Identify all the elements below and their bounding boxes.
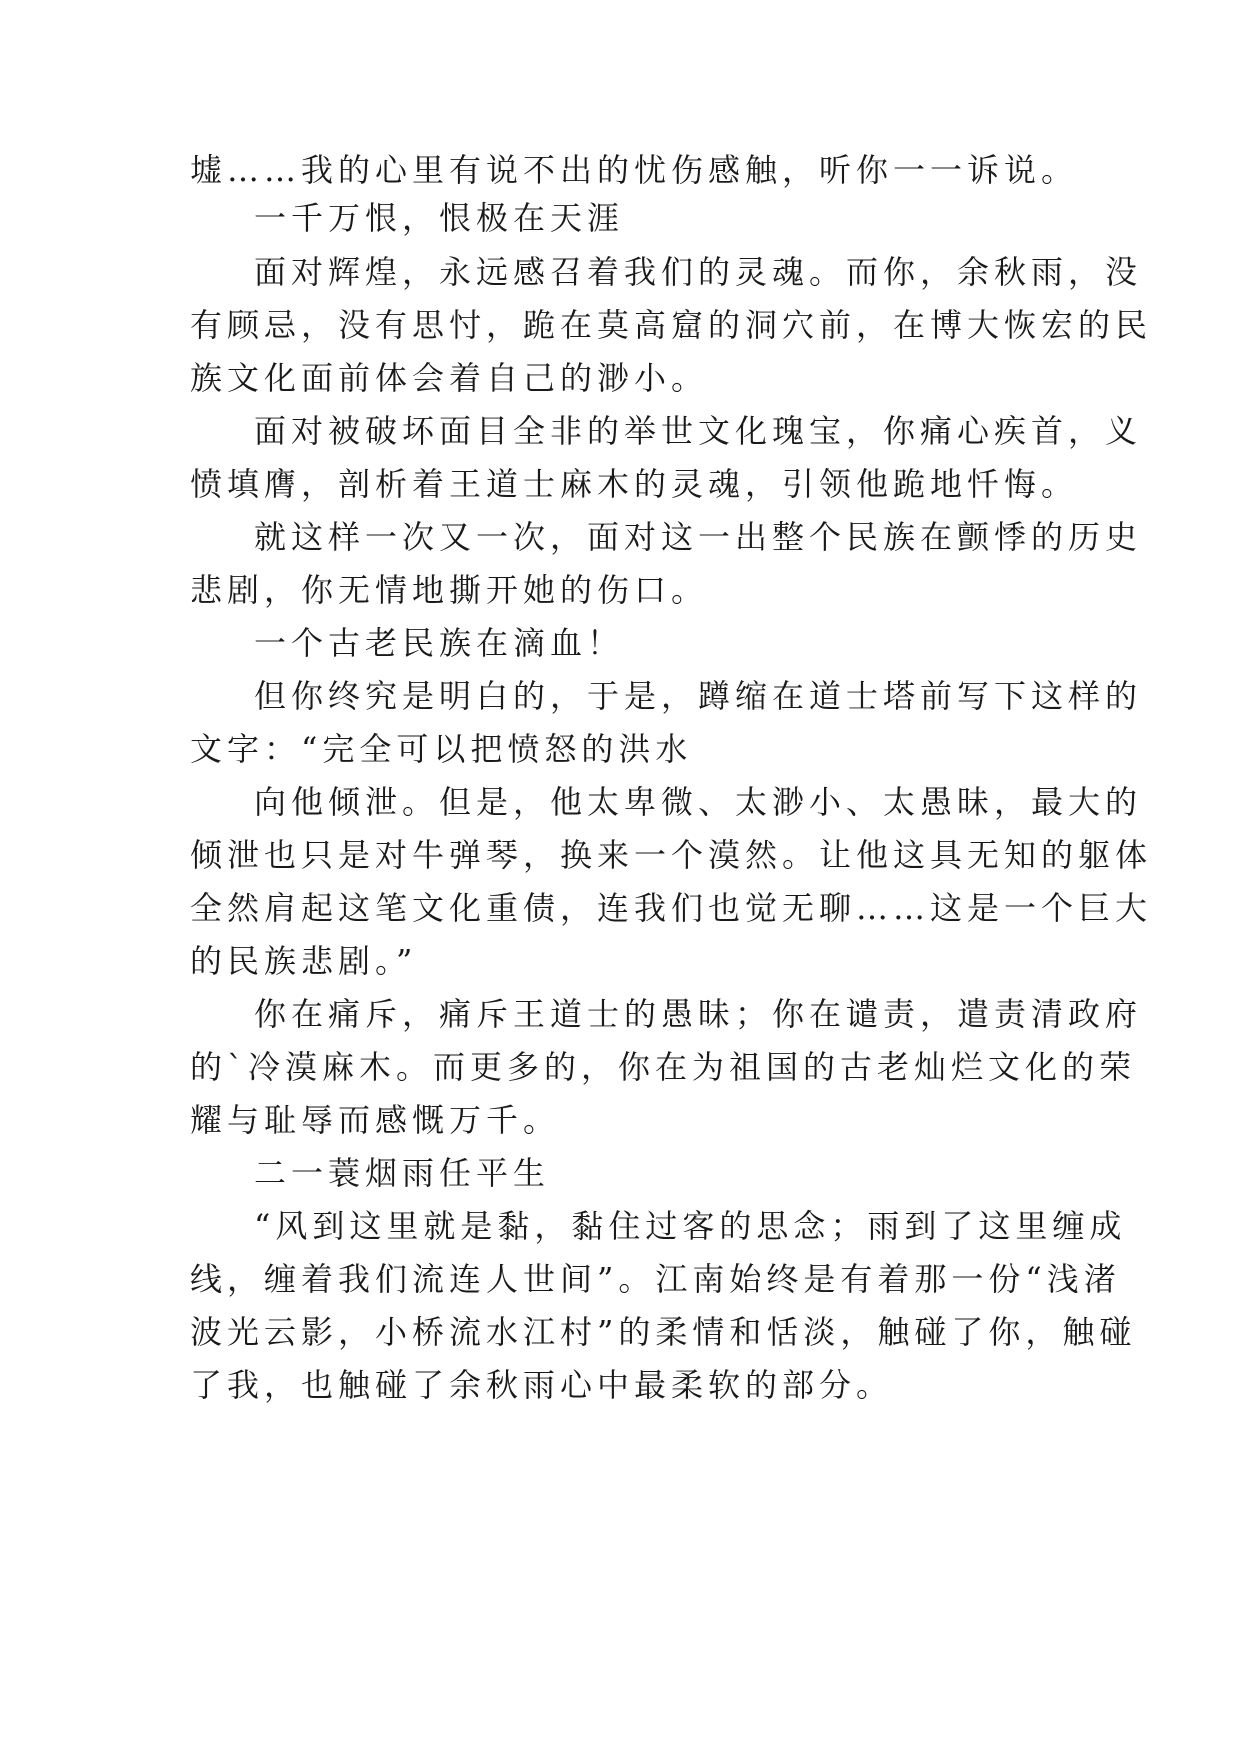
section-heading: 二一蓑烟雨任平生 bbox=[254, 1154, 551, 1192]
text-line: 一个古老民族在滴血！ bbox=[254, 624, 625, 662]
text-line: 线，缠着我们流连人世间”。江南始终是有着那一份“浅渚 bbox=[190, 1260, 1121, 1298]
text-line: 面对辉煌，永远感召着我们的灵魂。而你，余秋雨，没 bbox=[254, 253, 1143, 291]
text-line: 愤填膺，剖析着王道士麻木的灵魂，引领他跪地忏悔。 bbox=[190, 465, 1079, 503]
text-line: 你在痛斥，痛斥王道士的愚昧；你在谴责，遣责清政府 bbox=[254, 995, 1143, 1033]
text-line: 文字：“完全可以把愤怒的洪水 bbox=[190, 730, 693, 768]
text-line: 耀与耻辱而感慨万千。 bbox=[190, 1101, 561, 1139]
text-line: 波光云影，小桥流水江村”的柔情和恬淡，触碰了你，触碰 bbox=[190, 1313, 1137, 1351]
text-line: 墟……我的心里有说不出的忧伤感触，听你一一诉说。 bbox=[190, 151, 1079, 189]
text-line: 有顾忌，没有思忖，跪在莫高窟的洞穴前，在博大恢宏的民 bbox=[190, 306, 1153, 344]
text-line: 族文化面前体会着自己的渺小。 bbox=[190, 359, 709, 397]
text-line: 向他倾泄。但是，他太卑微、太渺小、太愚昧，最大的 bbox=[254, 783, 1143, 821]
text-line: 了我，也触碰了余秋雨心中最柔软的部分。 bbox=[190, 1366, 894, 1404]
text-line: 倾泄也只是对牛弹琴，换来一个漠然。让他这具无知的躯体 bbox=[190, 836, 1153, 874]
text-line: “风到这里就是黏，黏住过客的思念；雨到了这里缠成 bbox=[254, 1207, 1127, 1245]
text-line: 就这样一次又一次，面对这一出整个民族在颤悸的历史 bbox=[254, 518, 1143, 556]
text-line: 但你终究是明白的，于是，蹲缩在道士塔前写下这样的 bbox=[254, 677, 1143, 715]
text-line: 悲剧，你无情地撕开她的伤口。 bbox=[190, 571, 709, 609]
text-line: 全然肩起这笔文化重债，连我们也觉无聊……这是一个巨大 bbox=[190, 889, 1153, 927]
text-line: 面对被破坏面目全非的举世文化瑰宝，你痛心疾首，义 bbox=[254, 412, 1143, 450]
text-line: 的`冷漠麻木。而更多的，你在为祖国的古老灿烂文化的荣 bbox=[190, 1048, 1137, 1086]
text-line: 的民族悲剧。” bbox=[190, 942, 418, 980]
section-heading: 一千万恨，恨极在天涯 bbox=[254, 199, 625, 237]
